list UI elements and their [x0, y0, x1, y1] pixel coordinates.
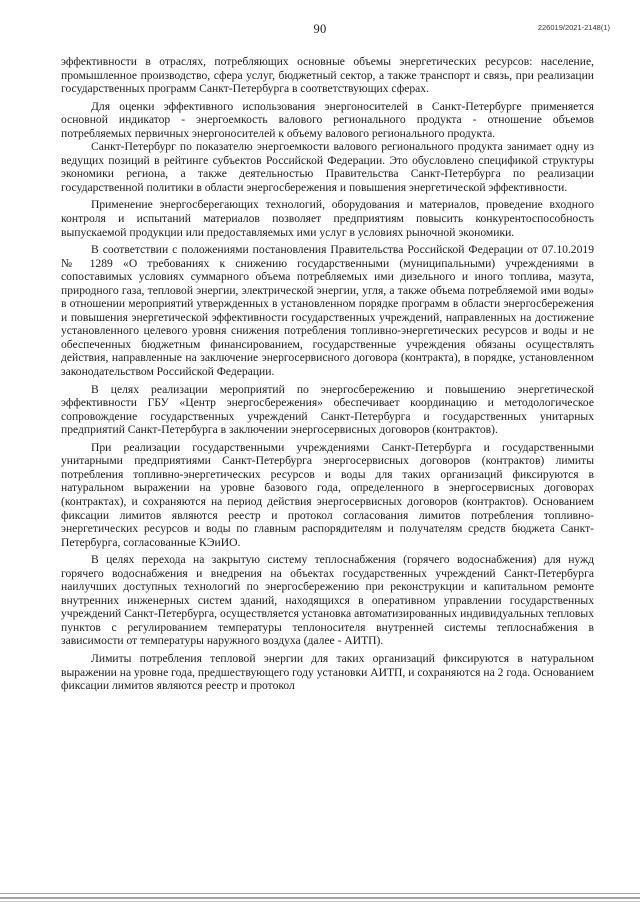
paragraph-technologies: Применение энергосберегающих технологий, оборудования и материалов, проведение входного контроля и испытаний материалов позволяет предприятиям повысить конкурентоспособность выпускаемой продукции или предоставляемых ими услуг в условиях рыночной экономики. — [61, 198, 594, 239]
paragraph-heat-limits: Лимиты потребления тепловой энергии для таких организаций фиксируются в натуральном выражении на уровне года, предшествующего году установки АИТП, и сохраняются на 2 года. Основанием фиксации лимитов являются реестр и протокол — [61, 651, 594, 693]
document-body — [61, 55, 594, 693]
scan-edge-line — [0, 901, 640, 902]
paragraph-rating: Санкт-Петербург по показателю энергоемкости валового регионального продукта занимает одну из ведущих позиций в рейтинге субъектов Российской Федерации. Это обусловлено спецификой структуры экономики региона, а также деятельностью Правительства Санкт-Петербурга по реализации государственной политики в области энергосбережения и повышения энергетической эффективности. — [61, 140, 594, 194]
page-number: 90 — [313, 22, 327, 36]
paragraph-energy-center: В целях реализации мероприятий по энергосбережению и повышению энергетической эффективности ГБУ «Центр энергосбережения» обеспечивает координацию и методологическое сопровождение государственных учреждений Санкт-Петербурга и государственных унитарных предприятий Санкт-Петербурга в заключении энергосервисных договоров (контрактов). — [61, 382, 594, 437]
scan-edge-line — [0, 893, 640, 894]
paragraph-energy-indicator: Для оценки эффективного использования энергоносителей в Санкт-Петербурге применяется основной индикатор - энергоемкость валового регионального продукта - отношение объемов потребляемых первичных энергоносителей к объему валового регионального продукта. — [61, 99, 594, 140]
paragraph-resolution-1289: В соответствии с положениями постановления Правительства Российской Федерации от 07.10.2019 № 1289 «О требованиях к снижению государственными (муниципальными) учреждениями в сопоставимых условиях суммарного объема потребляемых ими дизельного и иного топлива, мазута, природного газа, тепловой энергии, электрической энергии, угля, а также объема потребляемой ими воды» в отношении мероприятий утвержденных в установленном порядке программ в области энергосбережения и повышения энергетической эффективности государственных учреждений, направленных на достижение установленного целевого уровня снижения потребления топливно-энергетических ресурсов и воды и не обеспеченных бюджетным финансированием, государственные учреждения обязаны осуществлять действия, направленные на заключение энергосервисного договора (контракта), в порядке, установленном законодательством Российской Федерации. — [61, 243, 594, 379]
scan-edge-line — [0, 897, 640, 899]
document-id: 226019/2021-2148(1) — [537, 23, 610, 32]
paragraph-closed-heating: В целях перехода на закрытую систему теплоснабжения (горячего водоснабжения) для нужд горячего водоснабжения и внедрения на объектах государственных учреждений Санкт-Петербурга наилучших доступных технологий по энергосбережению при реконструкции и капитальном ремонте внутренних инженерных систем зданий, находящихся в оперативном управлении государственных учреждений Санкт-Петербурга, осуществляется установка автоматизированных индивидуальных тепловых пунктов с регулированием температуры теплоносителя внутренней системы теплоснабжения в зависимости от температуры наружного воздуха (далее - АИТП). — [61, 553, 594, 648]
paragraph-service-contracts: При реализации государственными учреждениями Санкт-Петербурга и государственными унитарными предприятиями Санкт-Петербурга энергосервисных договоров (контрактов) лимиты потребления топливно-энергетических ресурсов и воды для таких организаций фиксируются в натуральном выражении на уровне базового года, определенного в энергосервисных договорах (контрактах), и сохраняются на период действия энергосервисных договоров (контрактов). Основанием фиксации лимитов являются реестр и протокол согласования лимитов потребления топливно-энергетических ресурсов и воды по главным распорядителям и получателям средств бюджета Санкт-Петербурга, согласованные КЭиИО. — [61, 440, 594, 549]
paragraph-continuation: эффективности в отраслях, потребляющих основные объемы энергетических ресурсов: население, промышленное производство, сфера услуг, бюджетный сектор, а также транспорт и связь, при реализации государственных программ Санкт-Петербурга в соответствующих сферах. — [61, 55, 594, 96]
